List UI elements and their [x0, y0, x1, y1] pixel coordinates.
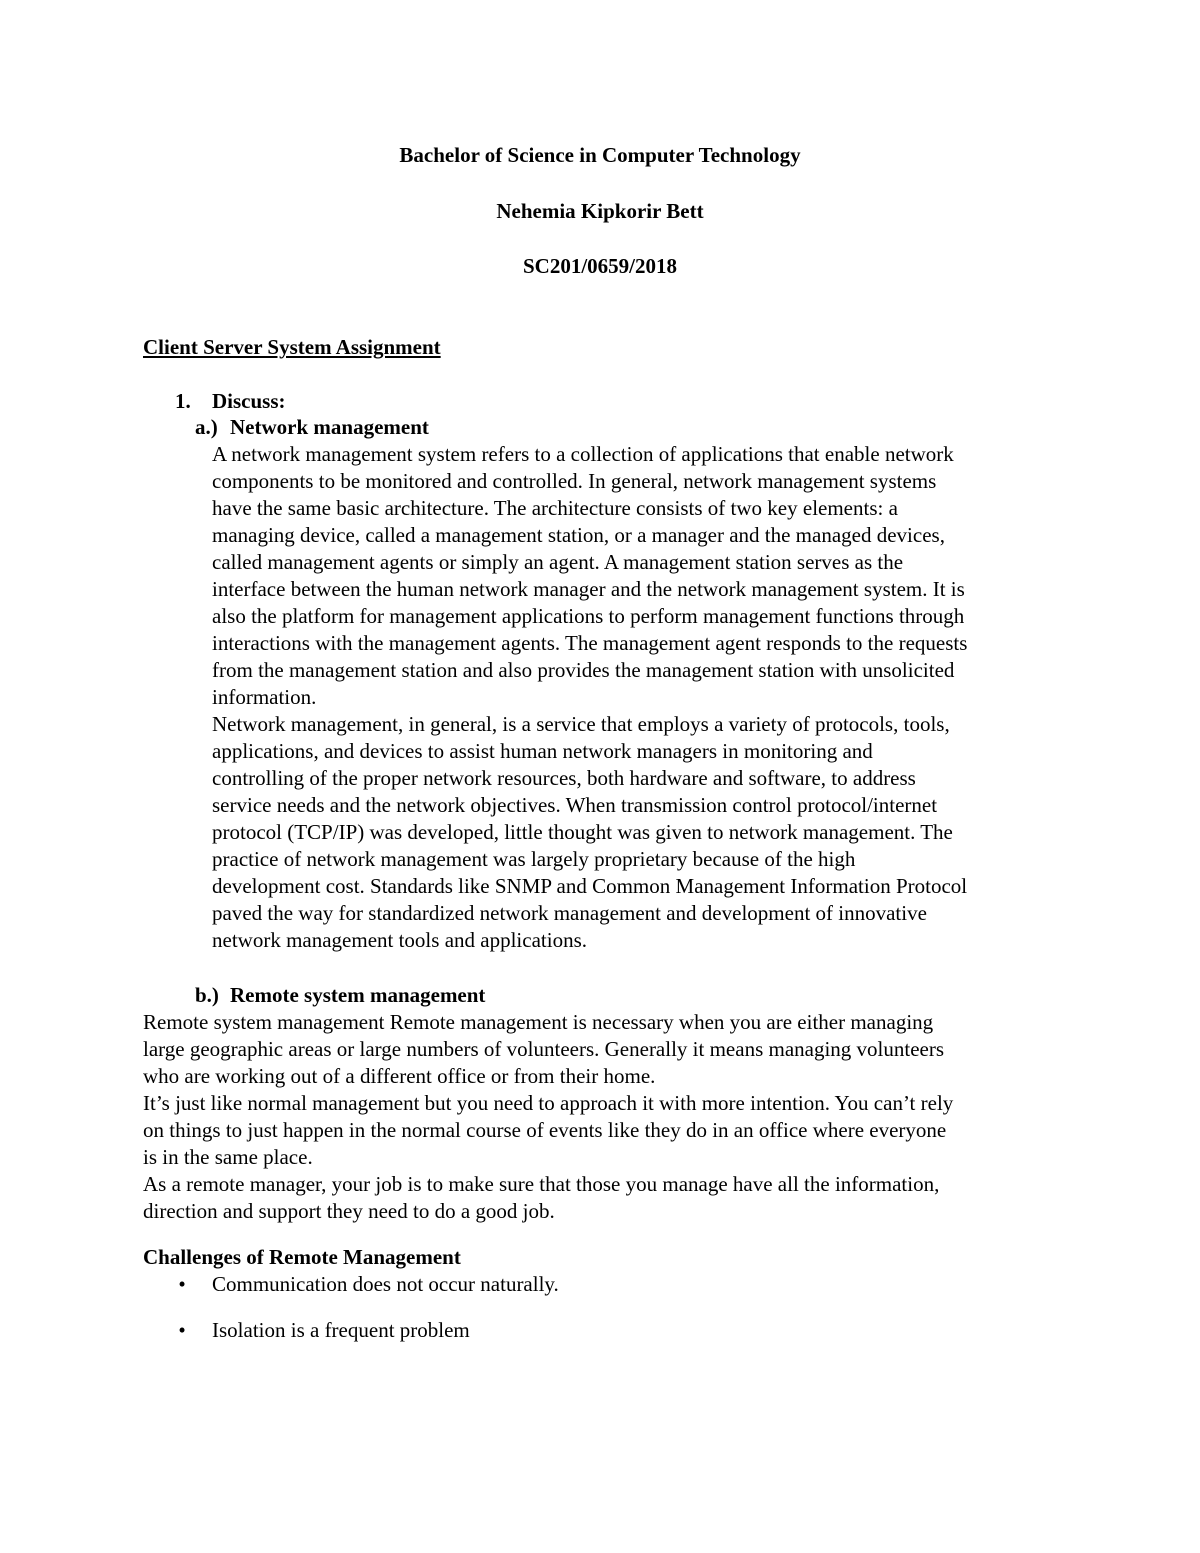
- section-b-line: direction and support they need to do a good job.: [143, 1199, 555, 1223]
- section-b-marker: b.): [195, 983, 219, 1007]
- section-a-line: A network management system refers to a collection of applications that enable network: [212, 442, 954, 466]
- section-b-line: on things to just happen in the normal course of events like they do in an office where everyone: [143, 1118, 947, 1142]
- degree-title: Bachelor of Science in Computer Technology: [399, 143, 801, 167]
- section-a-line: have the same basic architecture. The architecture consists of two key elements: a: [212, 496, 898, 520]
- challenge-item: Isolation is a frequent problem: [212, 1318, 470, 1342]
- section-b-line: who are working out of a different office or from their home.: [143, 1064, 656, 1088]
- section-a-line: also the platform for management applications to perform management functions through: [212, 604, 965, 628]
- section-a-line: service needs and the network objectives. When transmission control protocol/internet: [212, 793, 938, 817]
- section-a-heading: Network management: [230, 415, 429, 439]
- section-a-marker: a.): [195, 415, 218, 439]
- section-a-line: information.: [212, 685, 317, 709]
- section-b-heading: Remote system management: [230, 983, 486, 1007]
- section-a-line: practice of network management was largely proprietary because of the high: [212, 847, 856, 871]
- section-a-line: development cost. Standards like SNMP and Common Management Information Protocol: [212, 874, 968, 898]
- section-a-line: applications, and devices to assist human network managers in monitoring and: [212, 739, 873, 763]
- section-a-line: paved the way for standardized network management and development of innovative: [212, 901, 927, 925]
- section-a-line: controlling of the proper network resources, both hardware and software, to address: [212, 766, 916, 790]
- registration-number: SC201/0659/2018: [522, 254, 677, 278]
- bullet-icon: •: [178, 1318, 186, 1342]
- section-b-line: large geographic areas or large numbers of volunteers. Generally it means managing volunteers: [143, 1037, 945, 1061]
- section-b-line: As a remote manager, your job is to make sure that those you manage have all the information,: [143, 1172, 940, 1196]
- assignment-title: Client Server System Assignment: [143, 335, 441, 359]
- section-a-line: interactions with the management agents. The management agent responds to the requests: [212, 631, 968, 655]
- challenges-heading: Challenges of Remote Management: [143, 1245, 461, 1269]
- section-a-line: from the management station and also provides the management station with unsolicited: [212, 658, 955, 682]
- bullet-icon: •: [178, 1272, 186, 1296]
- section-a-line: called management agents or simply an agent. A management station serves as the: [212, 550, 904, 574]
- section-b-line: is in the same place.: [143, 1145, 313, 1169]
- section-a-line: components to be monitored and controlled. In general, network management systems: [212, 469, 937, 493]
- section-b-body: [143, 1009, 953, 1225]
- question-label: Discuss:: [212, 389, 286, 413]
- section-a-line: managing device, called a management station, or a manager and the managed devices,: [212, 523, 945, 547]
- question-number: 1.: [175, 389, 191, 413]
- section-a-line: interface between the human network manager and the network management system. It is: [212, 577, 965, 601]
- student-name: Nehemia Kipkorir Bett: [496, 199, 704, 223]
- section-a-line: network management tools and applications.: [212, 928, 587, 952]
- section-a-body: [212, 441, 967, 954]
- section-a-line: Network management, in general, is a service that employs a variety of protocols, tools,: [212, 712, 950, 736]
- section-b-line: Remote system management Remote management is necessary when you are either managing: [143, 1010, 934, 1034]
- section-a-line: protocol (TCP/IP) was developed, little thought was given to network management. The: [212, 820, 953, 844]
- challenge-item: Communication does not occur naturally.: [212, 1272, 559, 1296]
- section-b-line: It’s just like normal management but you need to approach it with more intention. You can’t rely: [143, 1091, 954, 1115]
